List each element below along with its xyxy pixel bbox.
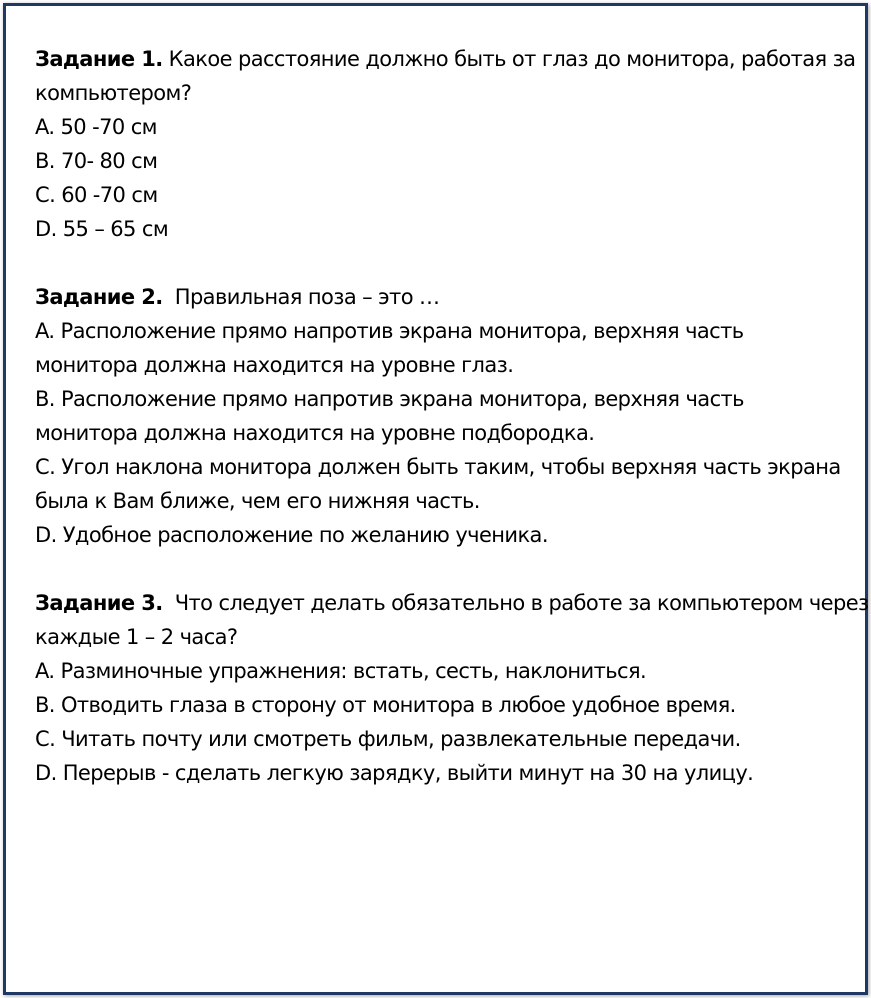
task-3 xyxy=(35,586,869,790)
task-1-question: Какое расстояние должно быть от глаз до монитора, работая за xyxy=(168,47,856,71)
task-3-question-continued: каждые 1 – 2 часа? xyxy=(35,625,238,649)
task-2-option-a-continued: монитора должна находится на уровне глаз. xyxy=(35,353,514,377)
task-3-title: Задание 3. xyxy=(35,591,163,615)
task-2 xyxy=(35,280,860,552)
task-1-title: Задание 1. xyxy=(35,47,163,71)
task-2-question-line xyxy=(35,280,860,314)
task-3-question: Что следует делать обязательно в работе за компьютером через xyxy=(174,591,869,615)
task-2-option-a: A. Расположение прямо напротив экрана монитора, верхняя часть xyxy=(35,319,744,343)
task-1-question-line xyxy=(35,42,860,76)
task-3-question-line xyxy=(35,586,869,620)
task-1-question-continued: компьютером? xyxy=(35,81,192,105)
task-1-option-d: D. 55 – 65 см xyxy=(35,217,169,241)
task-2-option-d: D. Удобное расположение по желанию ученика. xyxy=(35,523,548,547)
task-1-option-a: A. 50 -70 см xyxy=(35,115,157,139)
task-2-question: Правильная поза – это … xyxy=(174,285,440,309)
task-3-option-b: B. Отводить глаза в сторону от монитора в любое удобное время. xyxy=(35,693,736,717)
task-3-option-c: C. Читать почту или смотреть фильм, развлекательные передачи. xyxy=(35,727,741,751)
task-1 xyxy=(35,42,860,246)
task-1-option-c: C. 60 -70 см xyxy=(35,183,158,207)
task-2-option-b-continued: монитора должна находится на уровне подбородка. xyxy=(35,421,595,445)
task-2-option-c: C. Угол наклона монитора должен быть таким, чтобы верхняя часть экрана xyxy=(35,455,841,479)
task-1-option-b: B. 70- 80 см xyxy=(35,149,158,173)
task-2-option-b: B. Расположение прямо напротив экрана монитора, верхняя часть xyxy=(35,387,744,411)
task-3-option-a: A. Разминочные упражнения: встать, сесть, наклониться. xyxy=(35,659,647,683)
task-2-option-c-continued: была к Вам ближе, чем его нижняя часть. xyxy=(35,489,480,513)
quiz-content xyxy=(35,42,869,790)
task-2-title: Задание 2. xyxy=(35,285,163,309)
task-3-option-d: D. Перерыв - сделать легкую зарядку, выйти минут на 30 на улицу. xyxy=(35,761,754,785)
quiz-frame xyxy=(3,3,868,995)
